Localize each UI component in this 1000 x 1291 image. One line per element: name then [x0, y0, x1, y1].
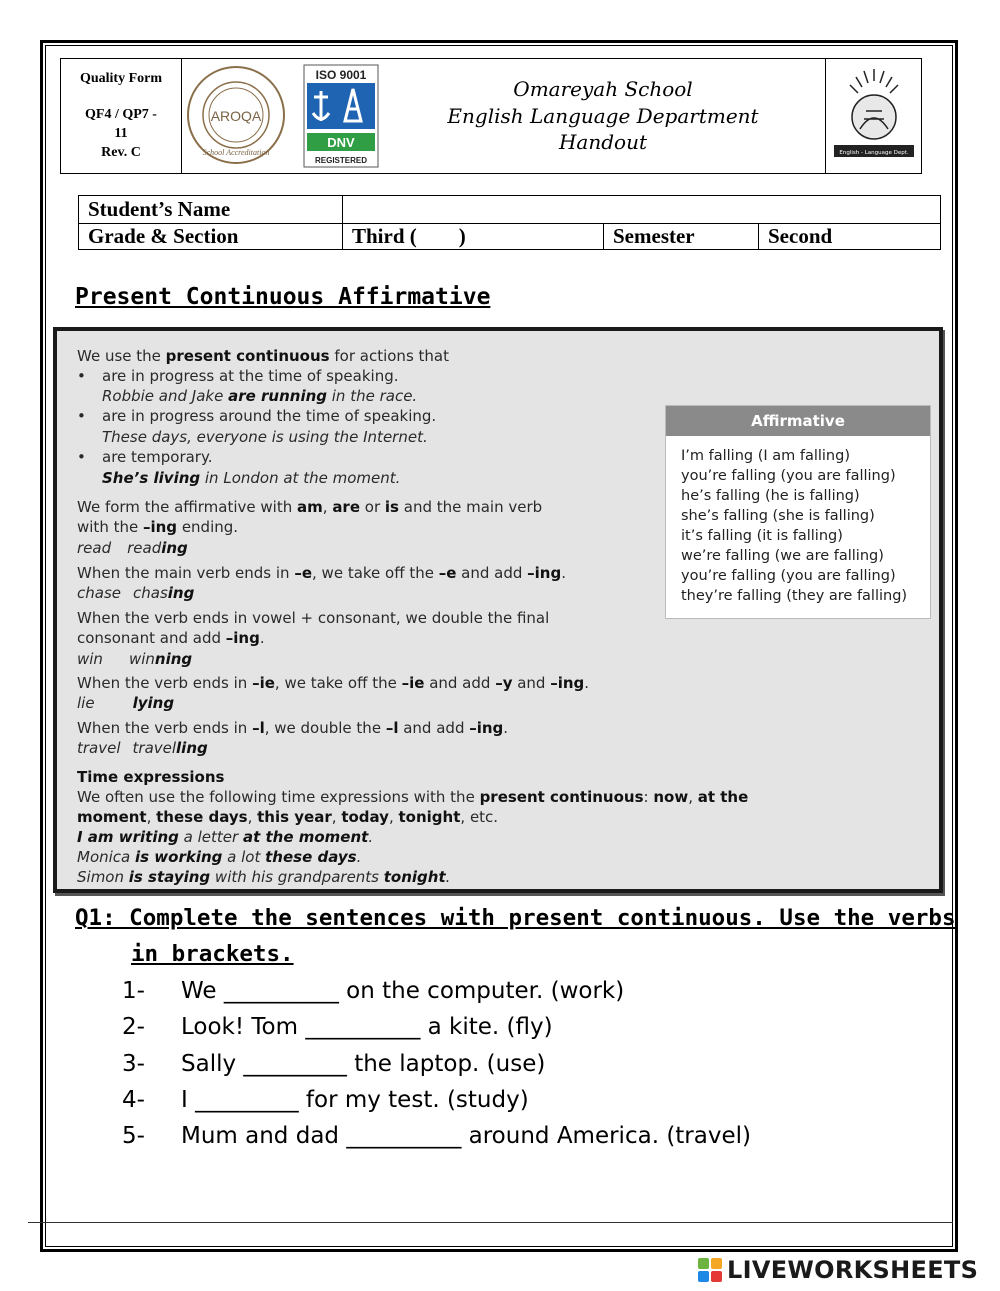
accreditation-logos	[181, 59, 381, 173]
exercise-sentence-5[interactable]: Mum and dad __________ around America. (travel)	[181, 1123, 751, 1149]
logo-square-1	[698, 1258, 709, 1269]
department-logo-cell	[825, 59, 922, 173]
exercise-number: 3-	[122, 1051, 145, 1077]
uses-intro: We use the present continuous for actions that	[77, 347, 449, 365]
exercise-sentence-2[interactable]: Look! Tom __________ a kite. (fly)	[181, 1014, 553, 1040]
aroqa-text: AROQA	[210, 108, 262, 124]
affirmative-row: you’re falling (you are falling)	[681, 568, 896, 584]
q1-instruction: Q1: Complete the sentences with present continuous. Use the verbs	[75, 905, 956, 931]
affirmative-row: I’m falling (I am falling)	[681, 448, 850, 464]
grammar-explanation-box	[53, 327, 943, 893]
rule-ie: When the verb ends in –ie, we take off the –ie and add –y and –ing.	[77, 674, 590, 692]
semester-label: Semester	[613, 224, 695, 248]
student-name-field[interactable]	[343, 196, 940, 223]
affirmative-row: they’re falling (they are falling)	[681, 588, 908, 604]
rule-l-example: travel travelling	[77, 739, 208, 757]
time-expressions-line-2: moment, these days, this year, today, tonight, etc.	[77, 808, 499, 826]
grade-section-label: Grade & Section	[88, 224, 239, 248]
rule-ie-example: lie lying	[77, 694, 175, 712]
exercise-sentence-3[interactable]: Sally _________ the laptop. (use)	[181, 1051, 546, 1077]
time-example-3: Simon is staying with his grandparents tonight.	[77, 868, 451, 886]
rule-e: When the main verb ends in –e, we take off the –e and add –ing.	[77, 564, 566, 582]
affirmative-row: we’re falling (we are falling)	[681, 548, 884, 564]
exercise-sentence-4[interactable]: I _________ for my test. (study)	[181, 1087, 529, 1113]
use-2-example: These days, everyone is using the Internet.	[102, 428, 428, 446]
quality-form-cell	[61, 59, 182, 173]
time-example-2: Monica is working a lot these days.	[77, 848, 362, 866]
dnv-text: DNV	[327, 135, 355, 150]
form-example: read reading	[77, 539, 188, 557]
section-title: Present Continuous Affirmative	[75, 284, 491, 310]
document-type: Handout	[558, 130, 647, 154]
form-code-number: 11	[114, 126, 128, 141]
bullet-1: •	[77, 367, 86, 385]
logo-square-2	[711, 1258, 722, 1269]
liveworksheets-watermark: LIVEWORKSHEETS	[727, 1256, 979, 1284]
liveworksheets-logo-icon	[697, 1255, 723, 1285]
form-code: QF4 / QP7 -	[85, 107, 157, 122]
aroqa-seal	[188, 67, 284, 163]
exercise-number: 5-	[122, 1123, 145, 1149]
bullet-2: •	[77, 407, 86, 425]
q1-instruction-cont: in brackets.	[131, 941, 294, 967]
affirmative-heading: Affirmative	[666, 406, 930, 436]
footer-divider	[28, 1222, 953, 1223]
use-3-example: She’s living in London at the moment.	[102, 469, 401, 487]
bullet-3: •	[77, 448, 86, 466]
student-name-label: Student’s Name	[88, 197, 231, 221]
department-name: English Language Department	[447, 104, 759, 128]
school-name: Omareyah School	[513, 77, 693, 101]
iso-badge	[304, 65, 378, 167]
logo-square-3	[698, 1271, 709, 1282]
header-title	[381, 59, 825, 173]
use-3: are temporary.	[102, 448, 213, 466]
dept-logo-caption: English - Language Dept.	[839, 150, 909, 156]
rule-l: When the verb ends in –l, we double the –l and add –ing.	[77, 719, 509, 737]
affirmative-table	[665, 405, 931, 619]
iso-text: ISO 9001	[315, 68, 367, 82]
department-logo	[826, 59, 922, 173]
revision: Rev. C	[101, 145, 141, 160]
affirmative-row: you’re falling (you are falling)	[681, 468, 896, 484]
exercise-sentence-1[interactable]: We __________ on the computer. (work)	[181, 978, 625, 1004]
time-expressions-heading: Time expressions	[77, 768, 225, 786]
time-expressions-line-1: We often use the following time expressions with the present continuous: now, at the	[77, 788, 749, 806]
use-2: are in progress around the time of speaking.	[102, 407, 437, 425]
exercise-number: 2-	[122, 1014, 145, 1040]
semester-value: Second	[768, 224, 833, 248]
registered-text: REGISTERED	[314, 156, 368, 165]
time-example-1: I am writing a letter at the moment.	[77, 828, 374, 846]
exercise-number: 1-	[122, 978, 145, 1004]
use-1-example: Robbie and Jake are running in the race.	[102, 387, 418, 405]
rule-double-example: win winning	[77, 650, 193, 668]
rule-double-line-2: consonant and add –ing.	[77, 629, 265, 647]
student-info-table	[78, 195, 941, 250]
aroqa-ring-text: School Accreditation	[202, 148, 270, 157]
form-rule-line-2: with the –ing ending.	[77, 518, 239, 536]
rule-double-line-1: When the verb ends in vowel + consonant, we double the final	[77, 609, 550, 627]
grade-section-field[interactable]: Third ( )	[352, 224, 466, 248]
affirmative-row: it’s falling (it is falling)	[681, 528, 843, 544]
accreditation-logos-graphic	[181, 59, 381, 173]
logo-square-4	[711, 1271, 722, 1282]
affirmative-row: she’s falling (she is falling)	[681, 508, 875, 524]
exercise-number: 4-	[122, 1087, 145, 1113]
quality-form-label: Quality Form	[79, 71, 163, 86]
form-rule-line-1: We form the affirmative with am, are or is and the main verb	[77, 498, 543, 516]
document-header	[60, 58, 922, 174]
rule-e-example: chase chasing	[77, 584, 195, 602]
affirmative-row: he’s falling (he is falling)	[681, 488, 860, 504]
use-1: are in progress at the time of speaking.	[102, 367, 399, 385]
